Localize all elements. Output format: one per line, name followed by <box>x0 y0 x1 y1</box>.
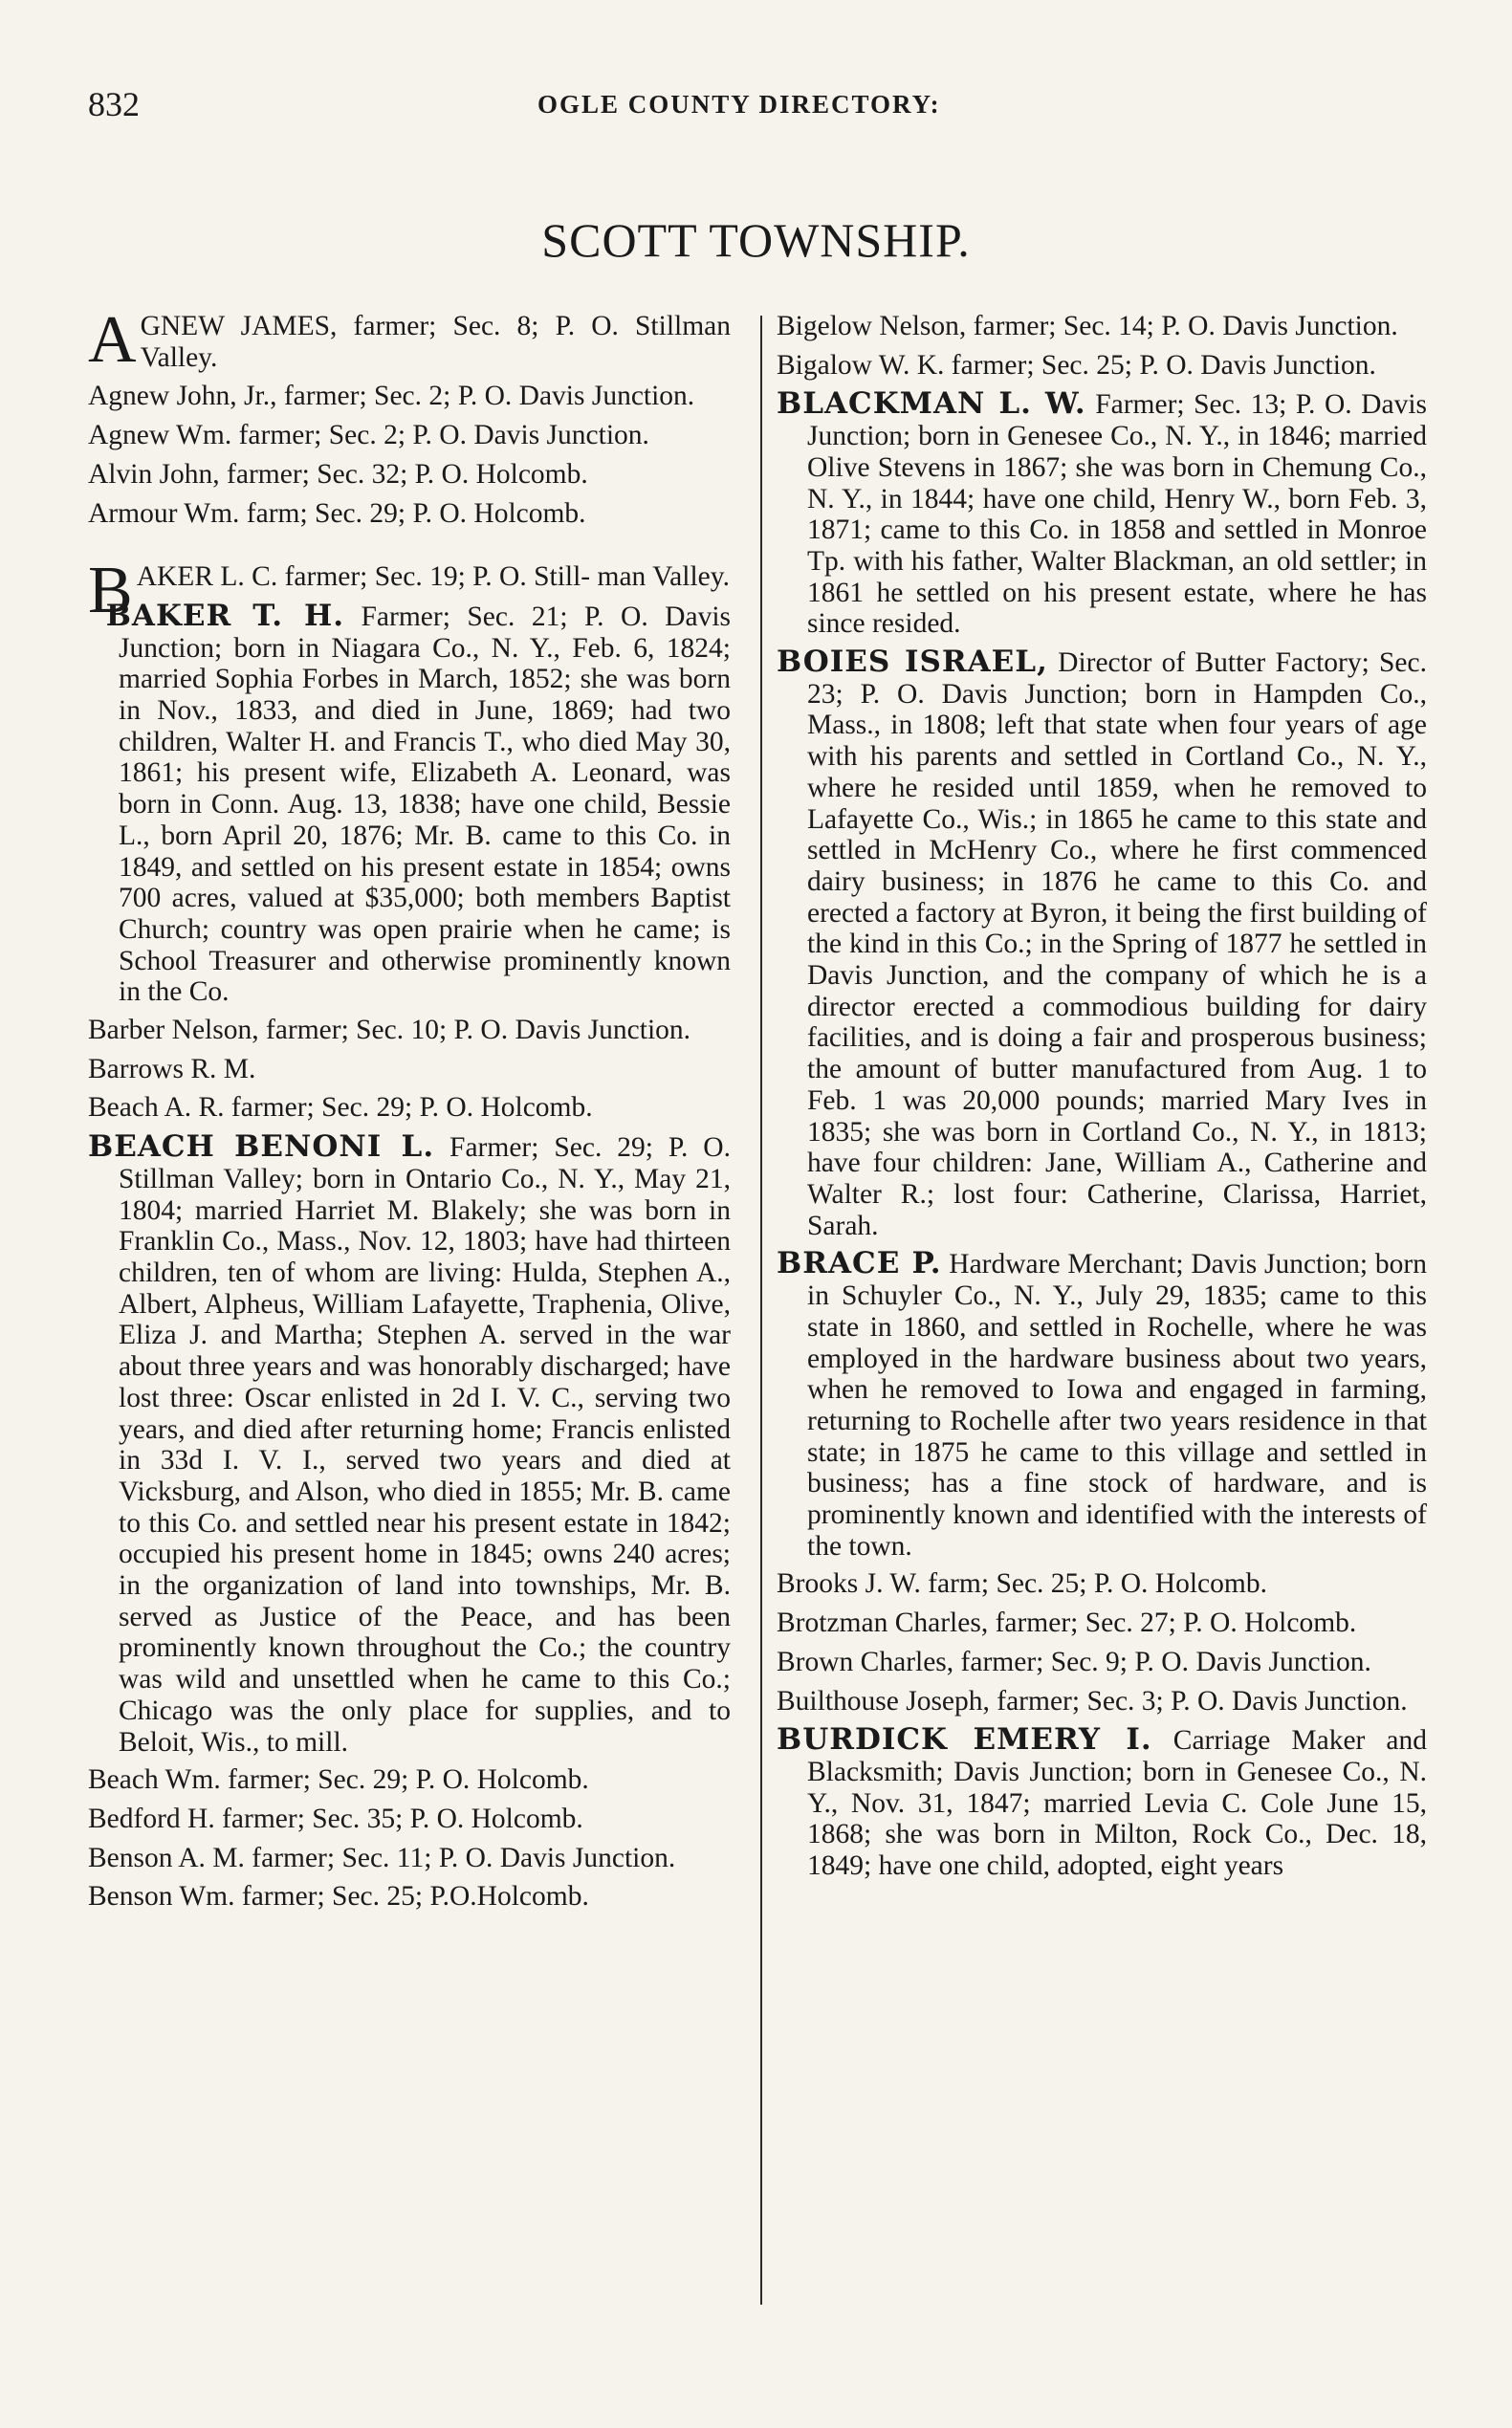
right-column <box>777 311 1427 1889</box>
directory-entry <box>777 388 1427 640</box>
entry-text: man Valley. <box>597 561 730 593</box>
section-gap <box>88 536 731 561</box>
running-title: OGLE COUNTY DIRECTORY: <box>537 90 941 119</box>
entry-text: Bedford H. farmer; Sec. 35; P. O. Holcomb. <box>88 1803 583 1834</box>
entry-text: Builthouse Joseph, farmer; Sec. 3; P. O. Davis Junction. <box>777 1685 1408 1717</box>
entry-text: Alvin John, farmer; Sec. 32; P. O. Holcomb. <box>88 458 588 490</box>
page-number: 832 <box>88 85 140 123</box>
entry-name: BRACE P. <box>777 1246 942 1281</box>
entry-text: Barber Nelson, farmer; Sec. 10; P. O. Davis Junction. <box>88 1015 691 1046</box>
entry-text: Brotzman Charles, farmer; Sec. 27; P. O. Holcomb. <box>777 1608 1357 1639</box>
directory-entry <box>88 1131 731 1758</box>
directory-entry <box>88 1881 731 1913</box>
entry-text: Agnew Wm. farmer; Sec. 2; P. O. Davis Junction. <box>88 420 649 451</box>
entry-text: Armour Wm. farm; Sec. 29; P. O. Holcomb. <box>88 497 586 529</box>
directory-entry <box>88 381 731 412</box>
section-title: SCOTT TOWNSHIP. <box>541 213 971 267</box>
entry-text: Beach Wm. farmer; Sec. 29; P. O. Holcomb. <box>88 1764 589 1796</box>
entry-text: Benson A. M. farmer; Sec. 11; P. O. Davis Junction. <box>88 1842 676 1873</box>
entry-name: BURDICK EMERY I. <box>777 1722 1152 1758</box>
directory-entry <box>88 498 731 530</box>
directory-entry <box>88 1804 731 1835</box>
directory-entry <box>777 1686 1427 1717</box>
entry-first-line: AKER L. C. farmer; Sec. 19; P. O. Still- <box>136 561 598 593</box>
directory-entry <box>88 303 731 377</box>
entry-text: Benson Wm. farmer; Sec. 25; P.O.Holcomb. <box>88 1881 589 1913</box>
directory-entry <box>88 1015 731 1046</box>
page-header <box>88 84 1424 142</box>
directory-entry <box>88 1092 731 1124</box>
entry-name: BAKER T. H. <box>105 598 345 633</box>
left-column <box>88 303 732 1920</box>
directory-entry <box>777 1724 1427 1882</box>
entry-text: Bigelow Nelson, farmer; Sec. 14; P. O. Davis Junction. <box>777 311 1398 341</box>
entry-text: Barrows R. M. <box>88 1053 256 1084</box>
drop-cap-letter: A <box>88 303 137 377</box>
entry-text: Director of Butter Factory; Sec. 23; P. O. Davis Junction; born in Hampden Co., Mass., in 1808; left that state when four years of age with his parents and settled in Cortland Co., N. Y., where he resided until 1859, when he removed to Lafayette Co., Wis.; in 1865 he came to this state and settled in McHenry Co., where he first commenced dairy business; in 1876 he came to this Co. and erected a factory at Byron, it being the first building of the kind in this Co.; in the Spring of 1877 he settled in Davis Junction, and the company of which he is a director erected a commodious building for dairy facilities, and is doing a fair and prosperous business; the amount of butter manufactured from Aug. 1 to Feb. 1 was 20,000 pounds; married Mary Ives in 1835; she was born in Cortland Co., N. Y., in 1813; have four children: Jane, William A., Catherine and Walter R.; lost four: Catherine, Clarissa, Harriet, Sarah. <box>807 647 1427 1241</box>
directory-entry <box>88 1764 731 1796</box>
directory-entry <box>777 350 1427 382</box>
directory-entry <box>777 1248 1427 1562</box>
entry-text: Brown Charles, farmer; Sec. 9; P. O. Davis Junction. <box>777 1646 1371 1677</box>
directory-entry <box>777 1647 1427 1678</box>
directory-entry <box>88 1054 731 1085</box>
entry-text: Farmer; Sec. 21; P. O. Davis Junction; born in Niagara Co., N. Y., Feb. 6, 1824; married Sophia Forbes in March, 1852; she was born in Nov., 1833, and died in June, 1869; had two children, Walter H. and Francis T., who died May 30, 1861; his present wife, Elizabeth A. Leonard, was born in Conn. Aug. 13, 1838; have one child, Bessie L., born April 20, 1876; Mr. B. came to this Co. in 1849, and settled on his present estate in 1854; owns 700 acres, valued at $35,000; both members Baptist Church; country was open prairie when he came; is School Treasurer and otherwise prominently known in the Co. <box>119 601 732 1008</box>
entry-name: BLACKMAN L. W. <box>777 386 1086 422</box>
entry-text: Bigalow W. K. farmer; Sec. 25; P. O. Davis Junction. <box>777 349 1376 381</box>
entry-text: Hardware Merchant; Davis Junction; born in Schuyler Co., N. Y., July 29, 1835; came to this state in 1860, and settled in Rochelle, where he was employed in the hardware business about two years, when he removed to Iowa and engaged in farming, returning to Rochelle after two years residence in that state; in 1875 he came to this village and settled in business; has a fine stock of hardware, and is prominently known and identified with the interests of the town. <box>807 1249 1427 1562</box>
drop-cap-letter: B <box>88 554 133 628</box>
entry-text: Farmer; Sec. 13; P. O. Davis Junction; born in Genesee Co., N. Y., in 1846; married Olive Stevens in 1867; she was born in Chemung Co., N. Y., in 1844; have one child, Henry W., born Feb. 3, 1871; came to this Co. in 1858 and settled in Monroe Tp. with his father, Walter Blackman, an old settler; in 1861 he settled on his present estate, where he has since resided. <box>807 389 1428 640</box>
column-divider <box>760 316 762 2305</box>
entry-text: Farmer; Sec. 29; P. O. Stillman Valley; born in Ontario Co., N. Y., May 21, 1804; married Harriet M. Blakely; she was born in Franklin Co., Mass., Nov. 12, 1803; have had thirteen children, ten of whom are living: Hulda, Stephen A., Albert, Alpheus, William Lafayette, Traphenia, Olive, Eliza J. and Martha; Stephen A. served in the war about three years and was honorably discharged; have lost three: Oscar enlisted in 2d I. V. C., serving two years, and died after returning home; Francis enlisted in 33d I. V. I., served two years and died at Vicksburg, and Alson, who died in 1855; Mr. B. came to this Co. and settled near his present estate in 1842; occupied his present home in 1845; owns 240 acres; in the organization of land into townships, Mr. B. served as Justice of the Peace, and has been prominently known throughout the Co.; the country was wild and unsettled when he came to this Co.; Chicago was the only place for supplies, and to Beloit, Wis., to mill. <box>119 1132 731 1758</box>
directory-entry <box>777 311 1427 342</box>
entry-name: BEACH BENONI L. <box>88 1129 435 1165</box>
entry-text: Brooks J. W. farm; Sec. 25; P. O. Holcomb. <box>777 1568 1267 1600</box>
entry-text: Agnew John, Jr., farmer; Sec. 2; P. O. Davis Junction. <box>88 381 695 412</box>
directory-entry <box>777 646 1427 1241</box>
entry-text: Carriage Maker and Blacksmith; Davis Junction; born in Genesee Co., N. Y., Nov. 31, 1847; married Levia C. Cole June 15, 1868; she was born in Milton, Rock Co., Dec. 18, 1849; have one child, adopted, eight years <box>807 1725 1428 1882</box>
directory-entry <box>88 598 732 1008</box>
directory-entry <box>777 1568 1427 1600</box>
entry-name: BOIES ISRAEL, <box>777 645 1048 680</box>
entry-first-line: GNEW JAMES, farmer; Sec. 8; P. O. <box>140 311 636 341</box>
directory-entry <box>88 1843 731 1874</box>
entry-text: Beach A. R. farmer; Sec. 29; P. O. Holcomb. <box>88 1092 593 1124</box>
directory-entry <box>777 1608 1427 1639</box>
directory-entry <box>88 459 731 491</box>
directory-entry <box>88 420 731 451</box>
entry-text: Stillman Valley. <box>140 311 731 373</box>
